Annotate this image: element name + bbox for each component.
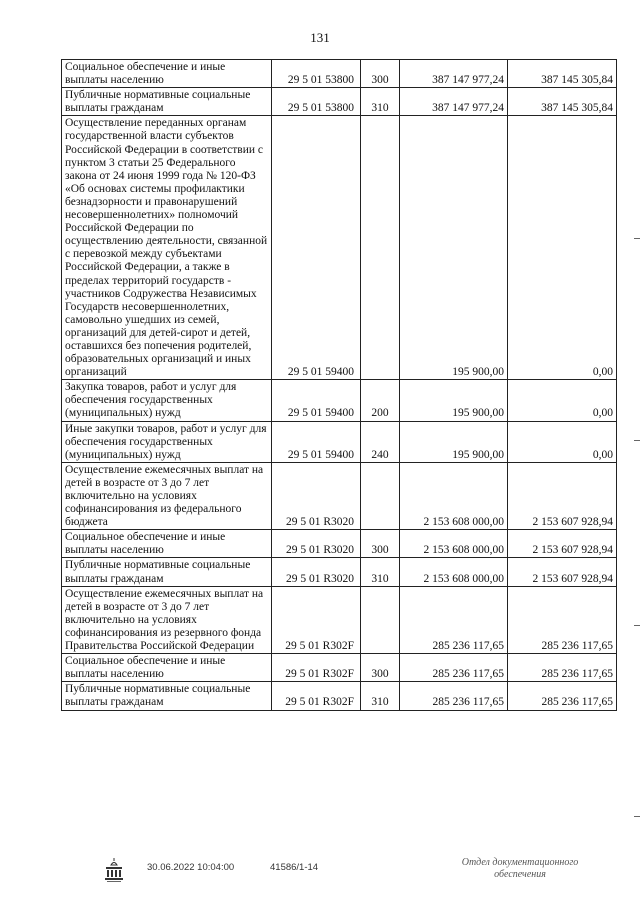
row-name: Социальное обеспечение и иные выплаты населению [62, 60, 272, 88]
row-name: Осуществление ежемесячных выплат на детей в возрасте от 3 до 7 лет включительно на условиях софинансирования из федерального бюджета [62, 462, 272, 529]
page-number: 131 [310, 30, 330, 45]
row-vr [361, 116, 400, 380]
table-row [62, 116, 617, 380]
row-code: 29 5 01 59400 [272, 421, 361, 462]
row-exec-amount: 0,00 [508, 116, 617, 380]
row-vr [361, 586, 400, 653]
row-vr: 300 [361, 654, 400, 682]
footer-stamp: Отдел документационного обеспечения [461, 857, 579, 880]
row-exec-amount: 2 153 607 928,94 [508, 558, 617, 586]
table-row [62, 654, 617, 682]
row-code: 29 5 01 59400 [272, 116, 361, 380]
row-code: 29 5 01 R3020 [272, 462, 361, 529]
table-row [62, 88, 617, 116]
row-plan-amount: 2 153 608 000,00 [400, 530, 508, 558]
table-row [62, 558, 617, 586]
row-exec-amount: 387 145 305,84 [508, 88, 617, 116]
row-vr: 310 [361, 558, 400, 586]
row-plan-amount: 195 900,00 [400, 421, 508, 462]
row-exec-amount: 387 145 305,84 [508, 60, 617, 88]
table-row [62, 682, 617, 710]
row-code: 29 5 01 R3020 [272, 530, 361, 558]
table-row [62, 380, 617, 421]
table-row [62, 462, 617, 529]
row-plan-amount: 195 900,00 [400, 116, 508, 380]
footer-date: 30.06.2022 10:04:00 [147, 862, 235, 873]
row-code: 29 5 01 53800 [272, 88, 361, 116]
row-name: Социальное обеспечение и иные выплаты населению [62, 654, 272, 682]
row-name: Осуществление переданных органам государственной власти субъектов Российской Федерации в соответствии с пунктом 3 статьи 25 Федерального закона от 24 июня 1999 года № 120-ФЗ «Об основах системы профилактики безнадзорности и правонарушений несовершеннолетних» полномочий Российской Федерации по осуществлению деятельности, связанной с перевозкой между субъектами Российской Федерации, а также в пределах территорий государств - участников Содружества Независимых Государств несовершеннолетних, самовольно ушедших из семей, организаций для детей-сирот и детей, оставшихся без попечения родителей, образовательных организаций и иных организаций [62, 116, 272, 380]
row-plan-amount: 195 900,00 [400, 380, 508, 421]
footer-doc-number: 41586/1-14 [270, 862, 319, 873]
row-name: Социальное обеспечение и иные выплаты населению [62, 530, 272, 558]
row-code: 29 5 01 R3020 [272, 558, 361, 586]
row-name: Публичные нормативные социальные выплаты гражданам [62, 88, 272, 116]
row-vr: 200 [361, 380, 400, 421]
row-exec-amount: 0,00 [508, 421, 617, 462]
table-row [62, 60, 617, 88]
row-plan-amount: 285 236 117,65 [400, 654, 508, 682]
row-name: Иные закупки товаров, работ и услуг для обеспечения государственных (муниципальных) нужд [62, 421, 272, 462]
table-row [62, 586, 617, 653]
table-row [62, 530, 617, 558]
row-plan-amount: 387 147 977,24 [400, 60, 508, 88]
row-code: 29 5 01 R302F [272, 586, 361, 653]
row-exec-amount: 285 236 117,65 [508, 654, 617, 682]
row-name: Публичные нормативные социальные выплаты гражданам [62, 558, 272, 586]
row-vr: 240 [361, 421, 400, 462]
row-exec-amount: 0,00 [508, 380, 617, 421]
row-exec-amount: 2 153 607 928,94 [508, 530, 617, 558]
row-vr [361, 462, 400, 529]
table-row [62, 421, 617, 462]
duma-building-emblem-icon [103, 856, 125, 884]
row-plan-amount: 285 236 117,65 [400, 586, 508, 653]
row-plan-amount: 2 153 608 000,00 [400, 462, 508, 529]
row-vr: 310 [361, 682, 400, 710]
row-code: 29 5 01 53800 [272, 60, 361, 88]
row-exec-amount: 2 153 607 928,94 [508, 462, 617, 529]
row-code: 29 5 01 R302F [272, 682, 361, 710]
row-code: 29 5 01 59400 [272, 380, 361, 421]
row-vr: 300 [361, 530, 400, 558]
row-name: Осуществление ежемесячных выплат на детей в возрасте от 3 до 7 лет включительно на условиях софинансирования из резервного фонда Правительства Российской Федерации [62, 586, 272, 653]
row-plan-amount: 387 147 977,24 [400, 88, 508, 116]
row-vr: 300 [361, 60, 400, 88]
row-name: Публичные нормативные социальные выплаты гражданам [62, 682, 272, 710]
row-code: 29 5 01 R302F [272, 654, 361, 682]
budget-table [61, 59, 617, 711]
row-name: Закупка товаров, работ и услуг для обеспечения государственных (муниципальных) нужд [62, 380, 272, 421]
row-plan-amount: 285 236 117,65 [400, 682, 508, 710]
row-exec-amount: 285 236 117,65 [508, 586, 617, 653]
row-vr: 310 [361, 88, 400, 116]
row-plan-amount: 2 153 608 000,00 [400, 558, 508, 586]
row-exec-amount: 285 236 117,65 [508, 682, 617, 710]
